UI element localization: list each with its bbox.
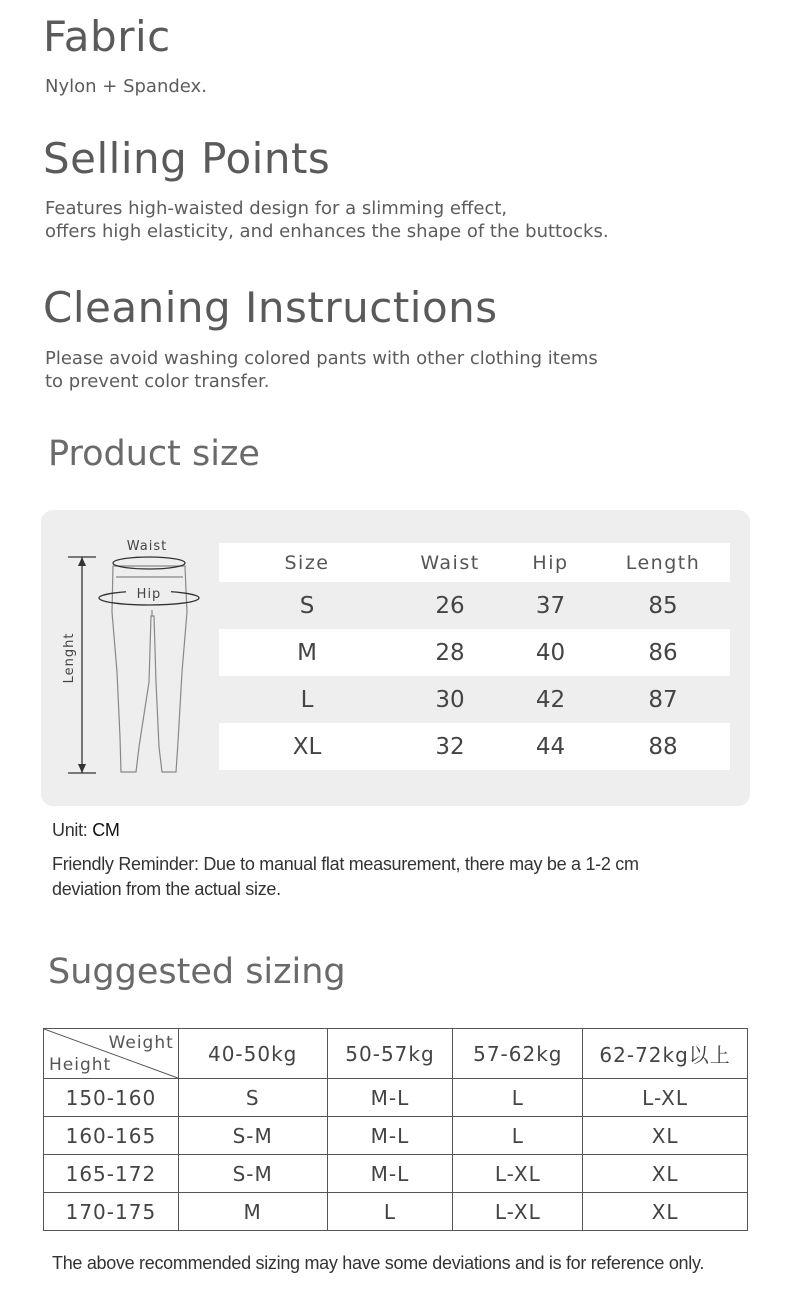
length-cell: 87: [648, 686, 678, 713]
cleaning-line-2: to prevent color transfer.: [45, 371, 270, 392]
size-row: [219, 582, 730, 629]
size-row: [219, 629, 730, 676]
size-cell: S: [299, 592, 315, 619]
suggested-size-cell: XL: [583, 1117, 748, 1155]
corner-height-label: Height: [49, 1055, 112, 1075]
reminder-line-1: Friendly Reminder: Due to manual flat measurement, there may be a 1-2 cm: [52, 854, 639, 874]
header-hip: Hip: [505, 543, 596, 582]
waist-cell: 28: [395, 629, 505, 676]
selling-points-line-1: Features high-waisted design for a slimming effect,: [45, 198, 508, 219]
product-size-title: Product size: [48, 434, 260, 474]
header-length: Length: [596, 543, 730, 582]
header-size: Size: [219, 543, 395, 582]
unit-note: [52, 818, 120, 843]
weight-header: 40-50kg: [178, 1029, 327, 1079]
hip-cell: 44: [505, 723, 596, 770]
hip-cell: 40: [505, 629, 596, 676]
suggested-size-cell: L-XL: [583, 1079, 748, 1117]
selling-points-line-2: offers high elasticity, and enhances the shape of the buttocks.: [45, 221, 609, 242]
hip-cell: 37: [535, 592, 566, 619]
suggested-size-cell: L-XL: [453, 1155, 583, 1193]
weight-header: 62-72kg以上: [583, 1029, 748, 1079]
selling-points-title: Selling Points: [43, 134, 331, 183]
waist-cell: 32: [395, 723, 505, 770]
sizing-footnote: The above recommended sizing may have some deviations and is for reference only.: [52, 1253, 705, 1273]
sizing-header-row: [44, 1029, 748, 1079]
header-waist: Waist: [395, 543, 505, 582]
size-cell: XL: [219, 723, 395, 770]
size-table-header: [219, 543, 730, 582]
sizing-row: [44, 1193, 748, 1231]
size-cell: L: [300, 686, 314, 713]
waist-cell: 26: [435, 592, 465, 619]
cleaning-title: Cleaning Instructions: [43, 283, 498, 332]
weight-header: 50-57kg: [327, 1029, 453, 1079]
suggested-size-cell: M-L: [327, 1079, 453, 1117]
suggested-size-cell: L: [453, 1117, 583, 1155]
hip-cell: 42: [535, 686, 566, 713]
suggested-size-cell: L: [327, 1193, 453, 1231]
suggested-size-cell: M-L: [327, 1117, 453, 1155]
height-cell: 165-172: [44, 1155, 179, 1193]
size-row: [219, 723, 730, 770]
suggested-size-cell: S: [178, 1079, 327, 1117]
height-cell: 160-165: [44, 1117, 179, 1155]
suggested-size-cell: L-XL: [453, 1193, 583, 1231]
length-cell: 88: [596, 723, 730, 770]
waist-label: Waist: [126, 539, 168, 554]
suggested-size-cell: S-M: [178, 1155, 327, 1193]
length-cell: 85: [648, 592, 678, 619]
length-label: Lenght: [62, 632, 77, 684]
corner-weight-label: Weight: [108, 1033, 174, 1053]
hip-label: Hip: [136, 587, 162, 602]
suggested-size-cell: XL: [583, 1155, 748, 1193]
sizing-row: [44, 1117, 748, 1155]
pants-diagram: [55, 532, 205, 782]
sizing-row: [44, 1155, 748, 1193]
suggested-size-cell: L: [453, 1079, 583, 1117]
weight-header: 57-62kg: [453, 1029, 583, 1079]
suggested-sizing-title: Suggested sizing: [48, 952, 346, 992]
height-cell: 150-160: [44, 1079, 179, 1117]
size-cell: M: [219, 629, 395, 676]
fabric-title: Fabric: [43, 12, 171, 61]
unit-value: CM: [92, 820, 120, 840]
corner-cell: [44, 1029, 179, 1079]
size-table: [219, 543, 730, 770]
length-cell: 86: [596, 629, 730, 676]
suggested-size-cell: M: [178, 1193, 327, 1231]
suggested-size-cell: XL: [583, 1193, 748, 1231]
sizing-table: [43, 1028, 748, 1231]
size-row: [219, 676, 730, 723]
suggested-size-cell: M-L: [327, 1155, 453, 1193]
waist-cell: 30: [435, 686, 465, 713]
fabric-text: Nylon + Spandex.: [45, 76, 207, 97]
cleaning-line-1: Please avoid washing colored pants with other clothing items: [45, 348, 598, 369]
reminder-line-2: deviation from the actual size.: [52, 879, 281, 899]
unit-label: Unit:: [52, 820, 93, 840]
height-cell: 170-175: [44, 1193, 179, 1231]
suggested-size-cell: S-M: [178, 1117, 327, 1155]
sizing-row: [44, 1079, 748, 1117]
